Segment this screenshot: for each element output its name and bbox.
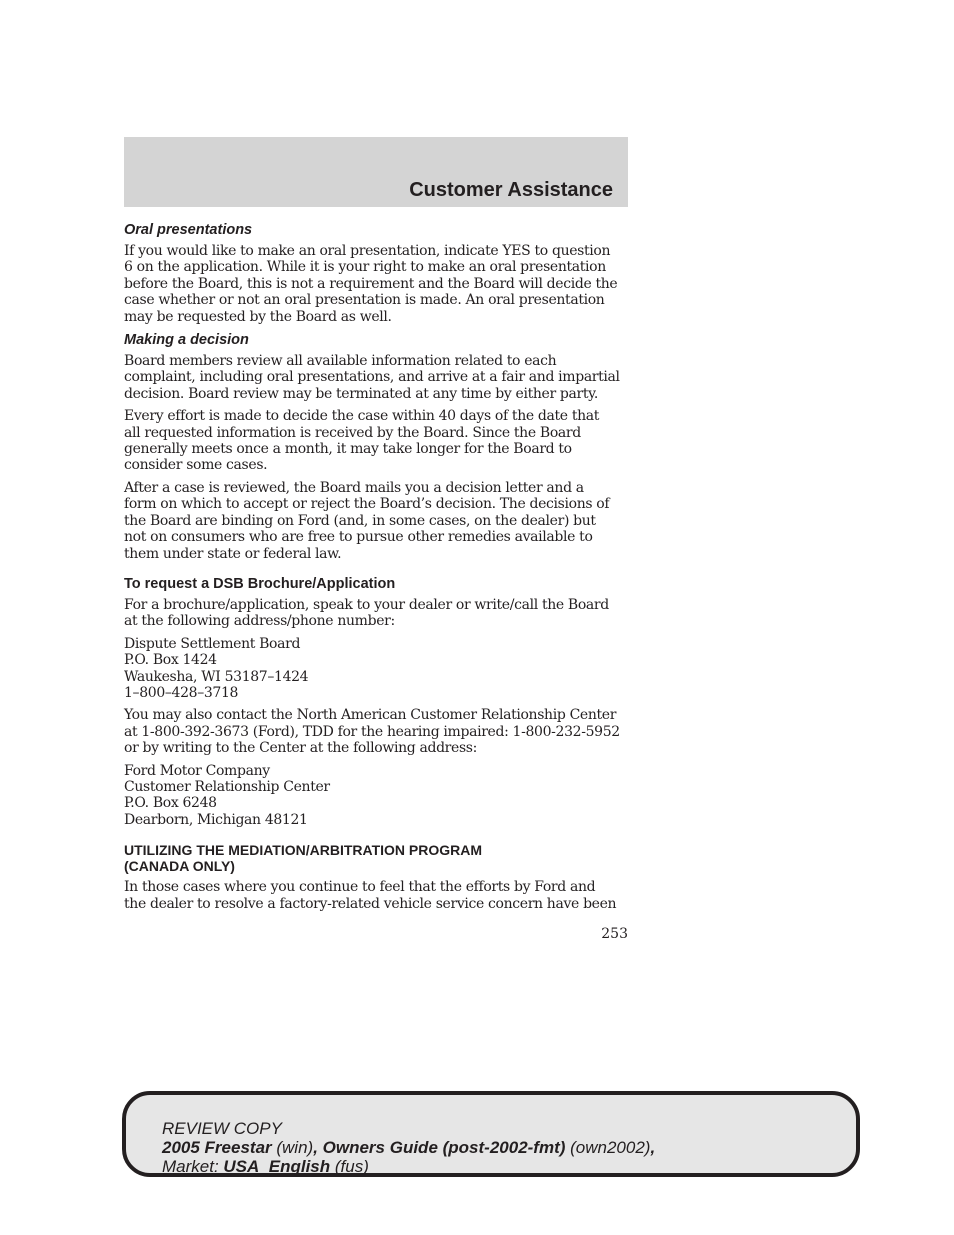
text-line: or by writing to the Center at the following address: xyxy=(124,740,477,757)
page-number: 253 xyxy=(601,926,628,942)
paragraph-brochure-2 xyxy=(124,707,629,756)
text-line: consider some cases. xyxy=(124,457,268,474)
text-line: Board members review all available information related to each xyxy=(124,353,557,370)
address-line: P.O. Box 1424 xyxy=(124,652,217,669)
text-line: In those cases where you continue to feel that the efforts by Ford and xyxy=(124,879,596,896)
address-dispute-settlement-board xyxy=(124,636,629,702)
model-code: (win) xyxy=(271,1138,314,1157)
review-copy-text xyxy=(162,1119,655,1176)
page-content xyxy=(124,221,629,918)
heading-making-a-decision: Making a decision xyxy=(124,332,249,349)
section-header-band xyxy=(124,137,628,207)
review-market-line xyxy=(162,1157,655,1176)
heading-request-brochure: To request a DSB Brochure/Application xyxy=(124,575,396,592)
text-line: case whether or not an oral presentation is made. An oral presentation xyxy=(124,292,605,309)
text-line: may be requested by the Board as well. xyxy=(124,308,392,325)
heading-line: UTILIZING THE MEDIATION/ARBITRATION PROGRAM xyxy=(124,842,483,859)
text-line: decision. Board review may be terminated at any time by either party. xyxy=(124,385,598,402)
heading-oral-presentations: Oral presentations xyxy=(124,222,253,238)
text-line: If you would like to make an oral presentation, indicate YES to question xyxy=(124,243,611,259)
address-ford-customer-relationship-center xyxy=(124,763,629,829)
section-title: Customer Assistance xyxy=(409,179,613,201)
market-name: USA_English xyxy=(223,1157,331,1176)
market-code: (fus) xyxy=(330,1157,369,1176)
text-line: the dealer to resolve a factory-related vehicle service concern have been xyxy=(124,895,617,912)
text-line: generally meets once a month, it may take longer for the Board to xyxy=(124,441,572,458)
address-line: P.O. Box 6248 xyxy=(124,795,217,812)
paragraph-decision-2 xyxy=(124,408,629,474)
paragraph-decision-3 xyxy=(124,480,629,562)
paragraph-canada xyxy=(124,879,629,912)
phone-number: 1–800–428–3718 xyxy=(124,684,239,701)
review-copy-label: REVIEW COPY xyxy=(162,1119,282,1138)
text-line: at 1-800-392-3673 (Ford), TDD for the hearing impaired: 1-800-232-5952 xyxy=(124,723,620,740)
address-line: Dispute Settlement Board xyxy=(124,635,301,652)
guide-code: (own2002) xyxy=(565,1138,651,1157)
review-copy-box xyxy=(122,1091,860,1177)
market-label: Market: xyxy=(162,1157,224,1176)
model-name: 2005 Freestar xyxy=(162,1138,272,1157)
heading-line: (CANADA ONLY) xyxy=(124,858,235,875)
address-line: Dearborn, Michigan 48121 xyxy=(124,811,308,828)
text-line: You may also contact the North American Customer Relationship Center xyxy=(124,707,617,724)
separator: , xyxy=(650,1138,656,1157)
review-model-line xyxy=(162,1138,655,1157)
address-line: Waukesha, WI 53187–1424 xyxy=(124,668,309,685)
text-line: the Board are binding on Ford (and, in some cases, on the dealer) but xyxy=(124,512,596,529)
text-line: 6 on the application. While it is your right to make an oral presentation xyxy=(124,259,606,276)
guide-name: , Owners Guide (post-2002-fmt) xyxy=(313,1138,566,1157)
paragraph-decision-1 xyxy=(124,353,629,402)
text-line: before the Board, this is not a requirement and the Board will decide the xyxy=(124,275,618,292)
paragraph-oral-presentations xyxy=(124,243,629,325)
text-line: all requested information is received by the Board. Since the Board xyxy=(124,424,581,441)
text-line: complaint, including oral presentations, and arrive at a fair and impartial xyxy=(124,369,620,386)
text-line: For a brochure/application, speak to your dealer or write/call the Board xyxy=(124,596,609,613)
text-line: them under state or federal law. xyxy=(124,545,342,562)
text-line: After a case is reviewed, the Board mails you a decision letter and a xyxy=(124,479,584,496)
address-line: Customer Relationship Center xyxy=(124,778,330,795)
heading-mediation-arbitration-canada xyxy=(124,842,629,874)
text-line: Every effort is made to decide the case within 40 days of the date that xyxy=(124,408,600,425)
text-line: at the following address/phone number: xyxy=(124,613,395,630)
text-line: not on consumers who are free to pursue other remedies available to xyxy=(124,529,593,546)
address-line: Ford Motor Company xyxy=(124,762,270,779)
text-line: form on which to accept or reject the Board’s decision. The decisions of xyxy=(124,496,610,513)
paragraph-brochure-1 xyxy=(124,597,629,630)
